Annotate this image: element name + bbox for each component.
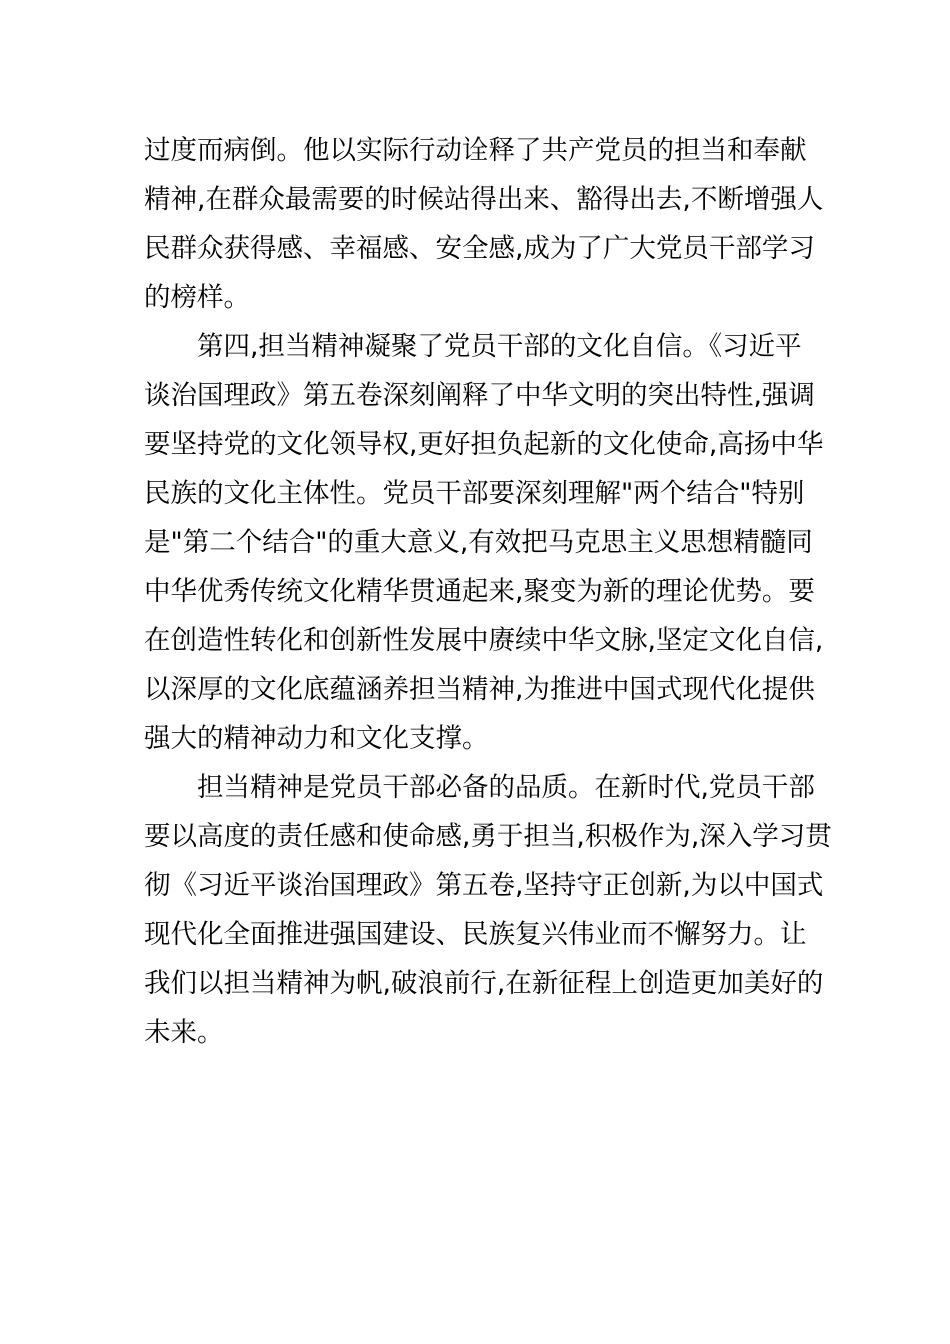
paragraph-1 <box>144 126 824 322</box>
text-line: 民群众获得感、幸福感、安全感,成为了广大党员干部学习 <box>144 233 815 264</box>
text-line: 强大的精神动力和文化支撑。 <box>144 723 489 754</box>
document-body <box>144 126 832 1057</box>
text-line: 民族的文化主体性。党员干部要深刻理解"两个结合"特别 <box>144 478 805 509</box>
text-line: 以深厚的文化底蕴涵养担当精神,为推进中国式现代化提供 <box>144 674 815 705</box>
text-line: 过度而病倒。他以实际行动诠释了共产党员的担当和奉献 <box>144 135 807 166</box>
text-line: 第四,担当精神凝聚了党员干部的文化自信。《习近平 <box>197 331 802 362</box>
text-line: 我们以担当精神为帆,破浪前行,在新征程上创造更加美好的 <box>144 968 824 999</box>
text-line: 精神,在群众最需要的时候站得出来、豁得出去,不断增强人 <box>144 184 824 215</box>
paragraph-2 <box>144 322 824 763</box>
paragraph-3 <box>144 763 832 1057</box>
text-line: 的榜样。 <box>144 282 250 313</box>
text-line: 在创造性转化和创新性发展中赓续中华文脉,坚定文化自信, <box>144 625 824 656</box>
text-line: 中华优秀传统文化精华贯通起来,聚变为新的理论优势。要 <box>144 576 815 607</box>
text-line: 要以高度的责任感和使命感,勇于担当,积极作为,深入学习贯 <box>144 821 832 852</box>
text-line: 现代化全面推进强国建设、民族复兴伟业而不懈努力。让 <box>144 919 807 950</box>
text-line: 未来。 <box>144 1017 224 1048</box>
text-line: 彻《习近平谈治国理政》第五卷,坚持守正创新,为以中国式 <box>144 870 824 901</box>
text-line: 谈治国理政》第五卷深刻阐释了中华文明的突出特性,强调 <box>144 380 815 411</box>
text-line: 要坚持党的文化领导权,更好担负起新的文化使命,高扬中华 <box>144 429 824 460</box>
text-line: 担当精神是党员干部必备的品质。在新时代,党员干部 <box>197 772 815 803</box>
text-line: 是"第二个结合"的重大意义,有效把马克思主义思想精髓同 <box>144 527 813 558</box>
